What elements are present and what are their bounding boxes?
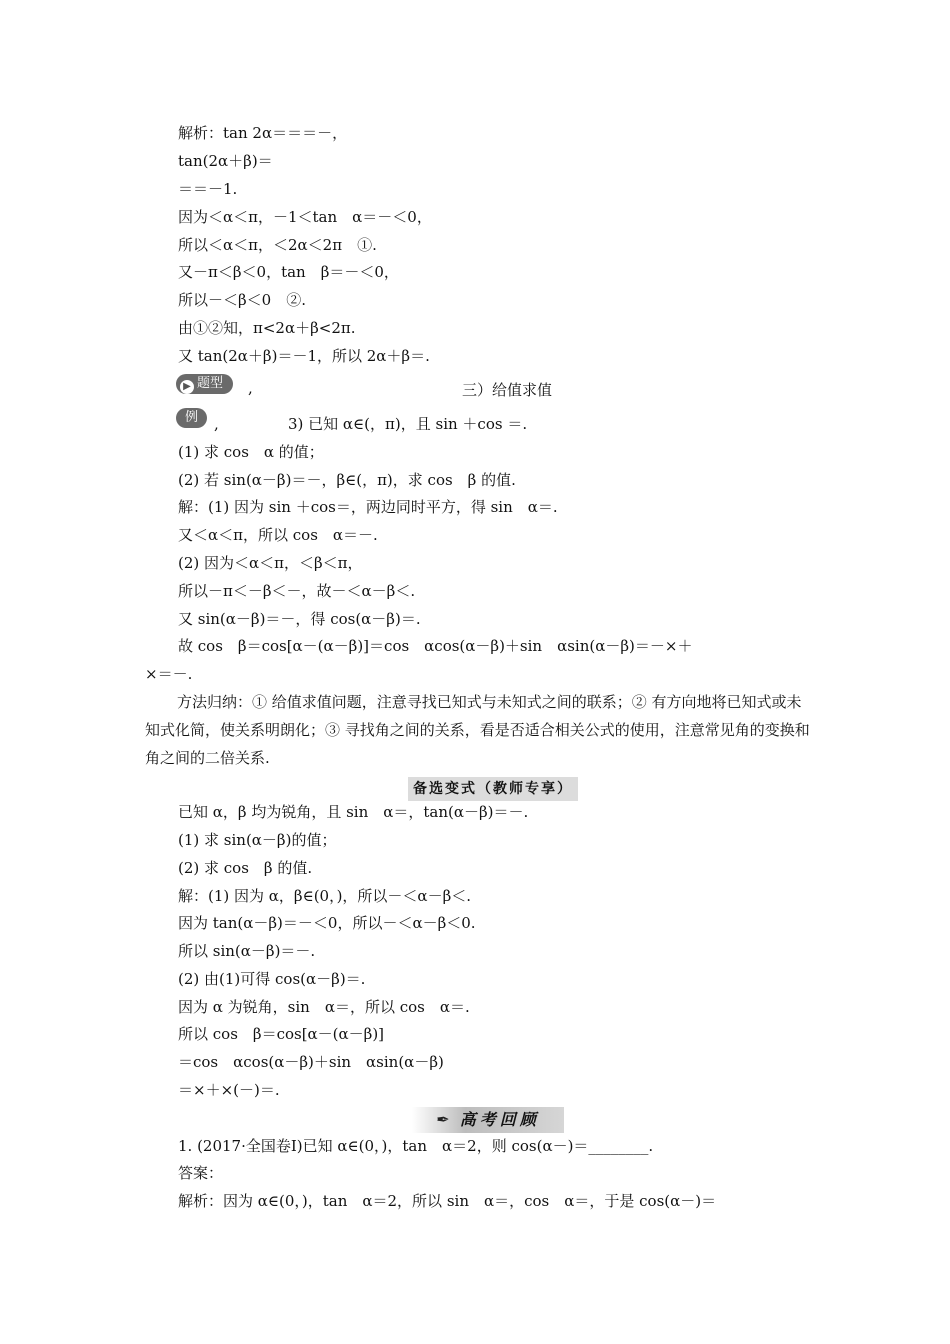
example-badge: 例 xyxy=(176,408,207,428)
text-line: 因为＜α＜π，－1＜tan α＝－＜0， xyxy=(178,208,432,226)
text-line: 所以 cos β＝cos[α－(α－β)] xyxy=(178,1025,385,1043)
text-line: 因为 tan(α－β)＝－＜0，所以－＜α－β＜0. xyxy=(178,914,476,932)
example-stem: 3) 已知 α∈(，π)，且 sin ＋cos ＝. xyxy=(288,415,528,433)
text-line: ＝＝－1. xyxy=(178,180,238,198)
section-badge xyxy=(176,374,233,394)
text-line: 解：(1) 因为 α，β∈(0，)，所以－＜α－β＜. xyxy=(178,887,472,905)
text-line: 由①②知，π<2α＋β<2π. xyxy=(178,319,356,337)
text-line: 所以＜α＜π，＜2α＜2π ①. xyxy=(178,236,377,254)
play-arrow-icon: ▶ xyxy=(180,380,194,394)
pen-star-icon: ✒ xyxy=(436,1110,454,1129)
text-line: (2) 若 sin(α－β)＝－，β∈(，π)，求 cos β 的值. xyxy=(178,471,516,489)
text-line: ＝×＋×(－)＝. xyxy=(178,1081,280,1099)
text-line: 所以－π＜－β＜－，故－＜α－β＜. xyxy=(178,582,416,600)
text-line: (2) 由(1)可得 cos(α－β)＝. xyxy=(178,970,366,988)
section-badge-suffix: , xyxy=(248,379,253,397)
review-title-label: 高考回顾 xyxy=(459,1110,540,1129)
review-title xyxy=(412,1107,564,1133)
text-line: 又 sin(α－β)＝－，得 cos(α－β)＝. xyxy=(178,610,421,628)
text-line: 又－π＜β＜0，tan β＝－＜0， xyxy=(178,263,399,281)
example-badge-suffix: , xyxy=(214,415,219,433)
text-line: 所以 sin(α－β)＝－. xyxy=(178,942,316,960)
text-line: (2) 因为＜α＜π，＜β＜π， xyxy=(178,554,363,572)
text-line: (1) 求 cos α 的值； xyxy=(178,443,324,461)
text-line: 又 tan(2α＋β)＝－1，所以 2α＋β＝. xyxy=(178,347,430,365)
text-line: 答案： xyxy=(178,1164,224,1182)
method-summary: 方法归纳：① 给值求值问题，注意寻找已知式与未知式之间的联系；② 有方向地将已知式或未知式化简，使关系明朗化；③ 寻找角之间的关系，看是否适合相关公式的使用，注意常见角的变换和角之间的二倍关系. xyxy=(145,693,810,767)
variant-title: 备选变式（教师专享） xyxy=(408,777,578,801)
section-badge-label: 题型 xyxy=(197,376,224,391)
text-line: ×＝－. xyxy=(145,665,193,683)
text-line: 又＜α＜π，所以 cos α＝－. xyxy=(178,526,378,544)
text-line: (2) 求 cos β 的值. xyxy=(178,859,313,877)
text-line: 解析：tan 2α＝＝＝－， xyxy=(178,124,348,142)
text-line: 故 cos β＝cos[α－(α－β)]＝cos αcos(α－β)＋sin αsin(α－β)＝－×＋ xyxy=(178,637,693,655)
text-line: (1) 求 sin(α－β)的值； xyxy=(178,831,337,849)
text-line: 因为 α 为锐角，sin α＝，所以 cos α＝. xyxy=(178,998,470,1016)
text-line: 1. (2017·全国卷Ⅰ)已知 α∈(0，)，tan α＝2，则 cos(α－)＝________. xyxy=(178,1137,654,1155)
text-line: 解析：因为 α∈(0，)，tan α＝2，所以 sin α＝，cos α＝，于是 cos(α－)＝ xyxy=(178,1192,717,1210)
text-line: ＝cos αcos(α－β)＋sin αsin(α－β) xyxy=(178,1053,444,1071)
text-line: tan(2α＋β)＝ xyxy=(178,152,273,170)
text-line: 已知 α，β 均为锐角，且 sin α＝，tan(α－β)＝－. xyxy=(178,803,529,821)
text-line: 解：(1) 因为 sin ＋cos＝，两边同时平方，得 sin α＝. xyxy=(178,498,558,516)
section-title: 三）给值求值 xyxy=(462,381,553,399)
text-line: 所以－＜β＜0 ②. xyxy=(178,291,306,309)
